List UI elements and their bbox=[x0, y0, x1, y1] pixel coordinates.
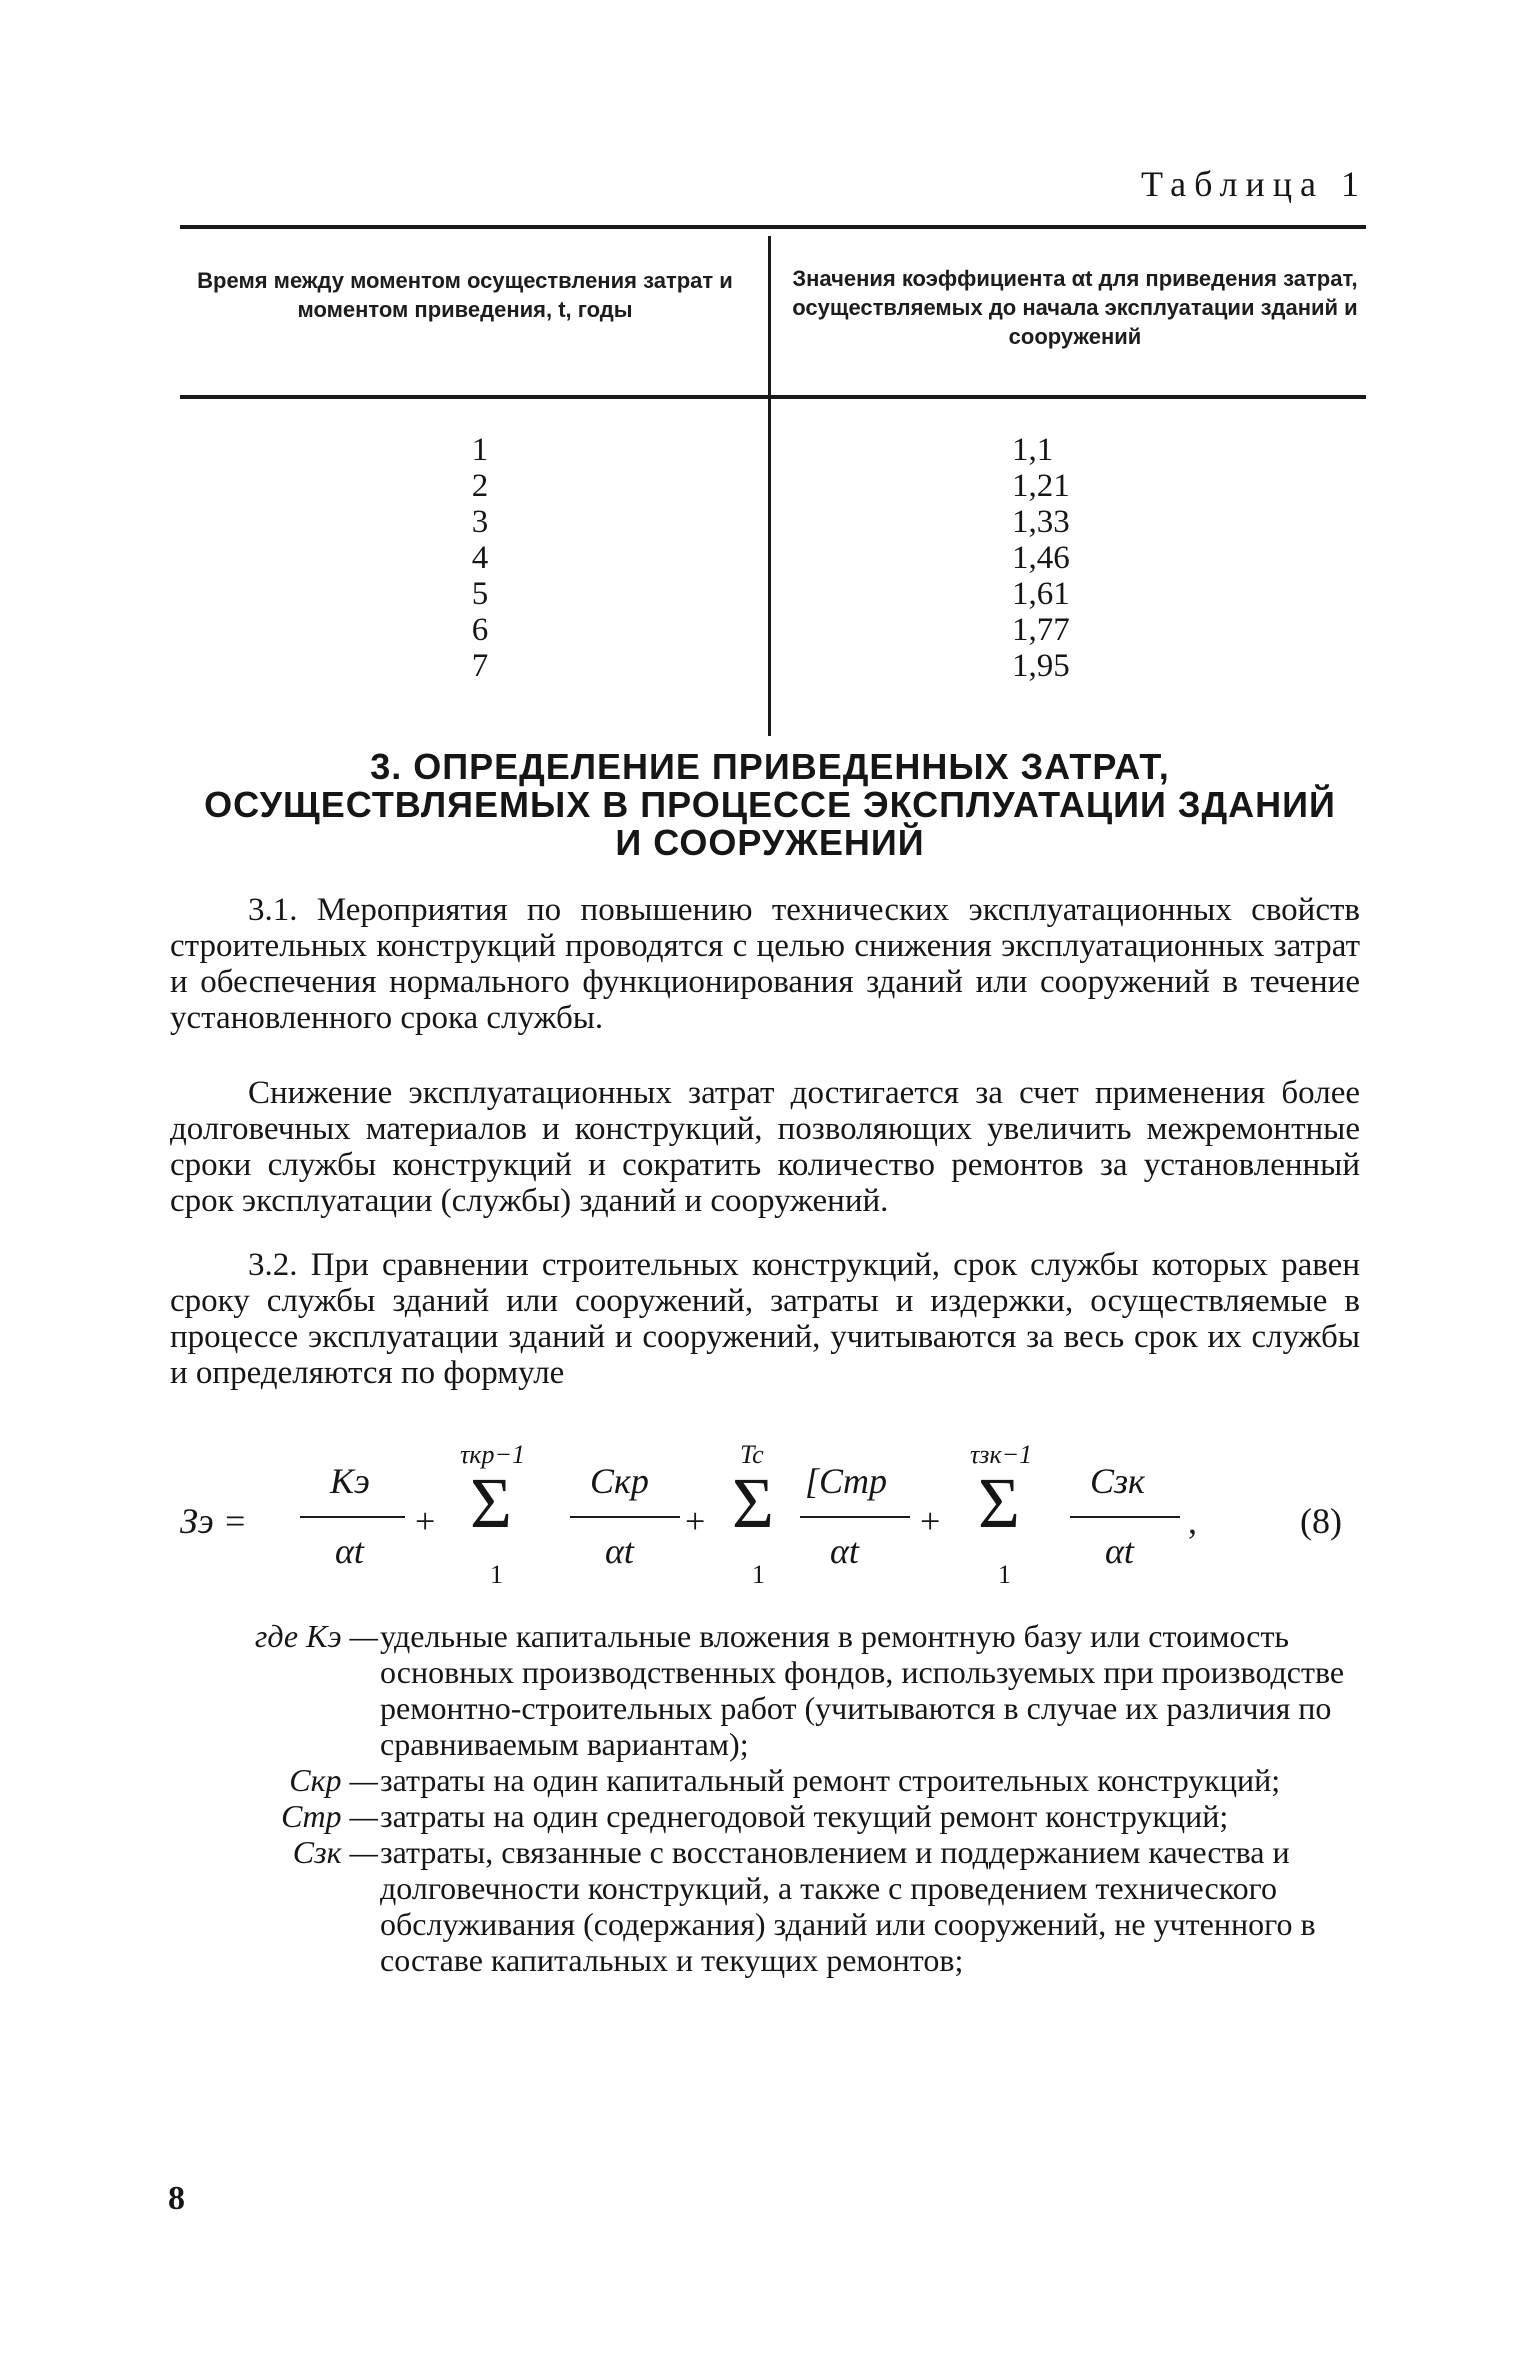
table-cell-t: 1 bbox=[471, 432, 489, 468]
table-cell-alpha: 1,1 bbox=[1012, 432, 1054, 468]
formula-number: (8) bbox=[1300, 1501, 1342, 1541]
paragraph-reduction bbox=[170, 1075, 1360, 1219]
fraction-bar bbox=[300, 1516, 405, 1518]
table-cell-t: 2 bbox=[471, 468, 489, 504]
formula-t3-den: αt bbox=[830, 1531, 859, 1571]
formula-comma: , bbox=[1188, 1501, 1197, 1541]
formula-t2-num: Cкр bbox=[590, 1461, 649, 1501]
table-header-rule bbox=[180, 395, 1366, 399]
table-header-time: Время между моментом осуществления затрат и моментом приведения, t, годы bbox=[197, 268, 733, 322]
definition-term: где Kэ — bbox=[254, 1618, 378, 1654]
table-cell-alpha: 1,21 bbox=[1012, 468, 1070, 504]
table-column-divider bbox=[768, 236, 771, 736]
sum2-sigma: Σ bbox=[732, 1463, 774, 1543]
definition-text: затраты на один среднегодовой текущий ремонт конструкций; bbox=[380, 1798, 1229, 1834]
table-cell-t: 7 bbox=[471, 648, 489, 684]
definition-term: Cтр — bbox=[281, 1798, 378, 1834]
sum2-lower: 1 bbox=[752, 1560, 765, 1589]
formula-8 bbox=[170, 1440, 1370, 1610]
table-cell-alpha: 1,61 bbox=[1012, 576, 1070, 612]
definition-text: затраты, связанные с восстановлением и поддержанием качества и долговечности конструкций, а также с проведением технического обслуживания (содержания) зданий или сооружений, не учтенного в составе капитальных и текущих ремонтов; bbox=[380, 1834, 1316, 1978]
paragraph-3-1 bbox=[170, 892, 1360, 1036]
definition-term: Cзк — bbox=[292, 1834, 378, 1870]
section-title-line: ОСУЩЕСТВЛЯЕМЫХ В ПРОЦЕССЕ ЭКСПЛУАТАЦИИ ЗДАНИЙ bbox=[204, 784, 1336, 825]
definition-text: удельные капитальные вложения в ремонтную базу или стоимость основных производственных фондов, используемых при производстве ремонтно-строительных работ (учитываются в случае их различия по сравниваемым вариантам); bbox=[380, 1618, 1345, 1762]
paragraph-3-2 bbox=[170, 1247, 1360, 1391]
table-top-rule bbox=[180, 225, 1366, 229]
formula-lhs: Зэ = bbox=[180, 1501, 247, 1541]
table-cell-t: 6 bbox=[471, 612, 489, 648]
formula-plus: + bbox=[415, 1501, 436, 1541]
definitions-list bbox=[210, 1618, 1370, 1978]
section-title-line: И СООРУЖЕНИЙ bbox=[615, 822, 925, 863]
formula-plus: + bbox=[920, 1501, 941, 1541]
table-column-years bbox=[440, 432, 520, 684]
fraction-bar bbox=[1070, 1516, 1180, 1518]
table-header-coefficient: Значения коэффициента αt для приведения затрат, осуществляемых до начала эксплуатации зданий и сооружений bbox=[792, 266, 1358, 349]
formula-t1-num: Kэ bbox=[330, 1461, 370, 1501]
paragraph-text: 3.2. При сравнении строительных конструкций, срок службы которых равен сроку службы зданий или сооружений, затраты и издержки, осуществляемые в процессе эксплуатации зданий и сооружений, учитываются за весь срок их службы и определяются по формуле bbox=[170, 1247, 1360, 1391]
definition-item bbox=[210, 1834, 1370, 1978]
table-cell-t: 3 bbox=[471, 504, 489, 540]
paragraph-text: 3.1. Мероприятия по повышению технических эксплуатационных свойств строительных конструкций проводятся с целью снижения эксплуатационных затрат и обеспечения нормального функционирования зданий или сооружений в течение установленного срока службы. bbox=[170, 892, 1360, 1036]
sum1-upper: τкр−1 bbox=[460, 1440, 526, 1469]
table-cell-t: 5 bbox=[471, 576, 489, 612]
formula-t3-num: [Cтр bbox=[805, 1461, 888, 1501]
definition-term: Cкр — bbox=[289, 1762, 378, 1798]
formula-t4-den: αt bbox=[1105, 1531, 1134, 1571]
page-number: 8 bbox=[168, 2180, 185, 2217]
paragraph-text: Снижение эксплуатационных затрат достигается за счет применения более долговечных материалов и конструкций, позволяющих увеличить межремонтные сроки службы конструкций и сократить количество ремонтов за установленный срок эксплуатации (службы) зданий и сооружений. bbox=[170, 1075, 1360, 1219]
sum1-lower: 1 bbox=[490, 1560, 503, 1589]
table-cell-alpha: 1,77 bbox=[1012, 612, 1070, 648]
definition-text: затраты на один капитальный ремонт строительных конструкций; bbox=[380, 1762, 1281, 1798]
table-cell-alpha: 1,46 bbox=[1012, 540, 1070, 576]
sum3-sigma: Σ bbox=[978, 1463, 1020, 1543]
section-title-line: 3. ОПРЕДЕЛЕНИЕ ПРИВЕДЕННЫХ ЗАТРАТ, bbox=[370, 746, 1170, 787]
formula-t4-num: Cзк bbox=[1090, 1461, 1145, 1501]
table-caption: Таблица 1 bbox=[1141, 164, 1367, 204]
definition-item bbox=[210, 1618, 1370, 1762]
table-cell-t: 4 bbox=[471, 540, 489, 576]
sum2-upper: Tc bbox=[740, 1440, 764, 1469]
fraction-bar bbox=[570, 1516, 680, 1518]
table-column-coefficients bbox=[1012, 432, 1162, 684]
definition-item bbox=[210, 1762, 1370, 1798]
definition-item bbox=[210, 1798, 1370, 1834]
table-cell-alpha: 1,95 bbox=[1012, 648, 1070, 684]
section-title bbox=[170, 748, 1370, 862]
formula-t1-den: αt bbox=[335, 1531, 364, 1571]
fraction-bar bbox=[800, 1516, 910, 1518]
formula-plus: + bbox=[685, 1501, 706, 1541]
sum3-upper: τзк−1 bbox=[970, 1440, 1033, 1469]
table-cell-alpha: 1,33 bbox=[1012, 504, 1070, 540]
sum3-lower: 1 bbox=[998, 1560, 1011, 1589]
formula-t2-den: αt bbox=[605, 1531, 634, 1571]
sum1-sigma: Σ bbox=[470, 1463, 512, 1543]
